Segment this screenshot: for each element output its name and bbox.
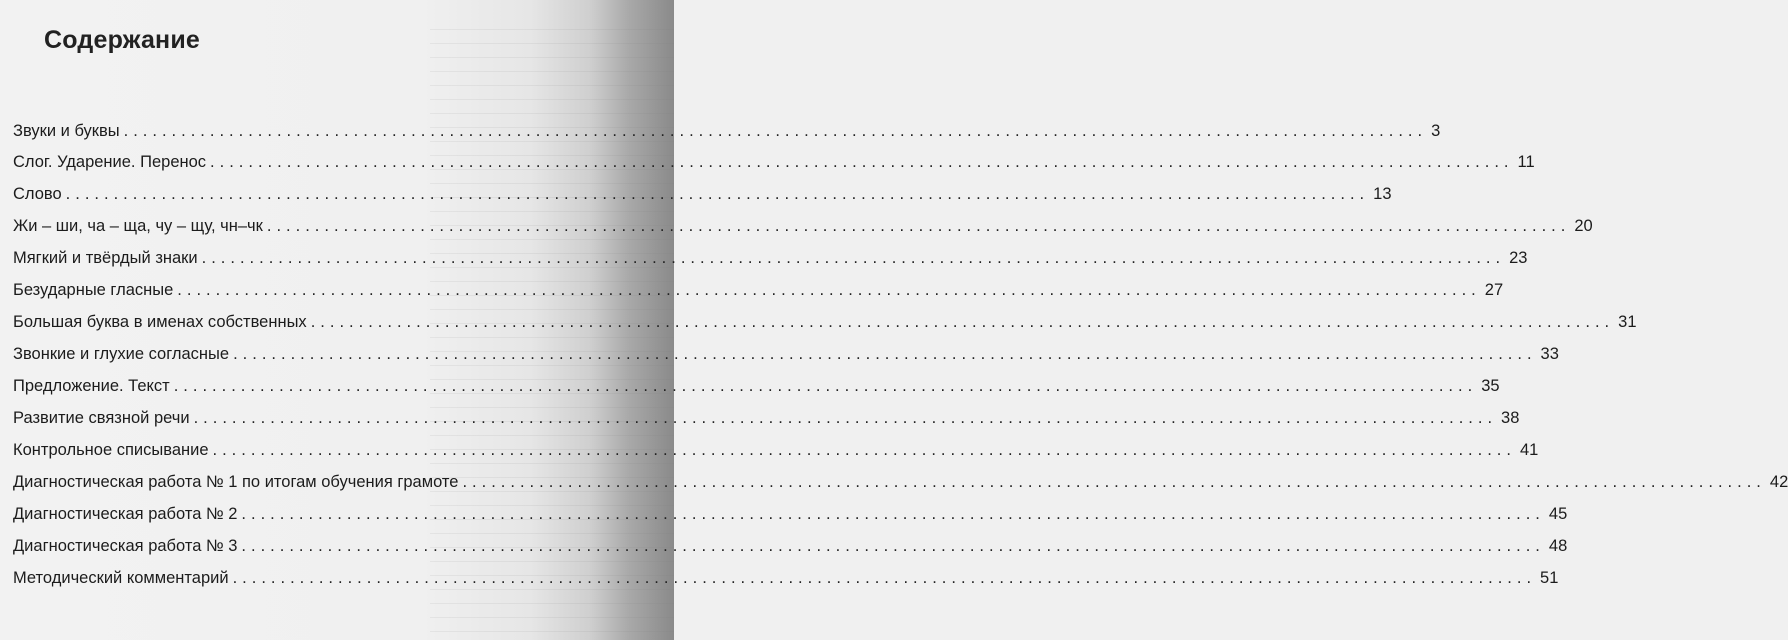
toc-entry[interactable] xyxy=(13,150,1535,174)
toc-entry-title: Диагностическая работа № 3 xyxy=(13,537,238,555)
toc-entry-title: Слово xyxy=(13,185,62,203)
toc-entry-page: 3 xyxy=(1431,122,1441,140)
toc-entry[interactable] xyxy=(13,566,1559,590)
toc-entry[interactable] xyxy=(13,438,1539,462)
dot-leader: ........................................................................................................................................ xyxy=(241,537,1545,555)
toc-entry-title: Диагностическая работа № 2 xyxy=(13,505,238,523)
dot-leader: ........................................................................................................................................ xyxy=(177,281,1481,299)
toc-entry-page: 48 xyxy=(1548,537,1568,555)
toc-entry-title: Большая буква в именах собственных xyxy=(13,313,307,331)
dot-leader: ........................................................................................................................................ xyxy=(462,473,1766,491)
dot-leader: ........................................................................................................................................ xyxy=(233,345,1537,363)
toc-entry[interactable] xyxy=(13,214,1593,238)
toc-entry[interactable] xyxy=(13,182,1392,206)
dot-leader: ........................................................................................................................................ xyxy=(123,122,1428,140)
toc-entry-page: 31 xyxy=(1618,313,1637,331)
dot-leader: ........................................................................................................................................ xyxy=(201,249,1506,267)
toc-entry-title: Методический комментарий xyxy=(13,569,229,587)
dot-leader: ........................................................................................................................................ xyxy=(173,377,1478,395)
dot-leader: ........................................................................................................................................ xyxy=(266,217,1571,235)
dot-leader: ........................................................................................................................................ xyxy=(310,313,1615,331)
toc-entry[interactable] xyxy=(13,470,1788,494)
toc-entry[interactable] xyxy=(13,246,1528,270)
toc-entry-title: Жи – ши, ча – ща, чу – щу, чн–чк xyxy=(13,217,263,235)
toc-entry-page: 42 xyxy=(1769,473,1788,491)
toc-entry[interactable] xyxy=(13,310,1637,334)
page-title: Содержание xyxy=(44,26,201,54)
toc-entry-title: Диагностическая работа № 1 по итогам обучения грамоте xyxy=(13,473,459,491)
toc-entry-title: Звуки и буквы xyxy=(13,122,120,140)
toc-entry-page: 27 xyxy=(1484,281,1504,299)
toc-entry-title: Звонкие и глухие согласные xyxy=(13,345,230,363)
toc-entry-page: 13 xyxy=(1373,185,1392,203)
dot-leader: ........................................................................................................................................ xyxy=(232,569,1537,587)
dot-leader: ........................................................................................................................................ xyxy=(212,441,1516,459)
toc-entry[interactable] xyxy=(13,406,1520,430)
toc-entry-page: 20 xyxy=(1574,217,1593,235)
toc-entry-page: 41 xyxy=(1519,441,1539,459)
toc-entry[interactable] xyxy=(13,342,1559,366)
toc-entry-title: Мягкий и твёрдый знаки xyxy=(13,249,198,267)
dot-leader: ........................................................................................................................................ xyxy=(241,505,1545,523)
toc-entry-title: Слог. Ударение. Перенос xyxy=(13,153,207,171)
dot-leader: ........................................................................................................................................ xyxy=(210,153,1514,171)
toc-entry-page: 51 xyxy=(1540,569,1559,587)
toc-entry[interactable] xyxy=(13,278,1504,302)
toc-entry-page: 45 xyxy=(1548,505,1568,523)
toc-entry[interactable] xyxy=(13,119,1441,143)
toc-entry-page: 38 xyxy=(1501,409,1520,427)
dot-leader: ........................................................................................................................................ xyxy=(193,409,1498,427)
toc-entry[interactable] xyxy=(13,374,1500,398)
toc-entry[interactable] xyxy=(13,502,1568,526)
toc-entry-page: 33 xyxy=(1540,345,1559,363)
toc-entry-title: Развитие связной речи xyxy=(13,409,190,427)
toc-entry-page: 23 xyxy=(1509,249,1528,267)
toc-entry-title: Предложение. Текст xyxy=(13,377,170,395)
dot-leader: ........................................................................................................................................ xyxy=(65,185,1370,203)
toc-entry-page: 11 xyxy=(1517,153,1535,171)
toc-entry[interactable] xyxy=(13,534,1568,558)
toc-entry-title: Контрольное списывание xyxy=(13,441,209,459)
toc-entry-page: 35 xyxy=(1481,377,1500,395)
toc-entry-title: Безударные гласные xyxy=(13,281,174,299)
